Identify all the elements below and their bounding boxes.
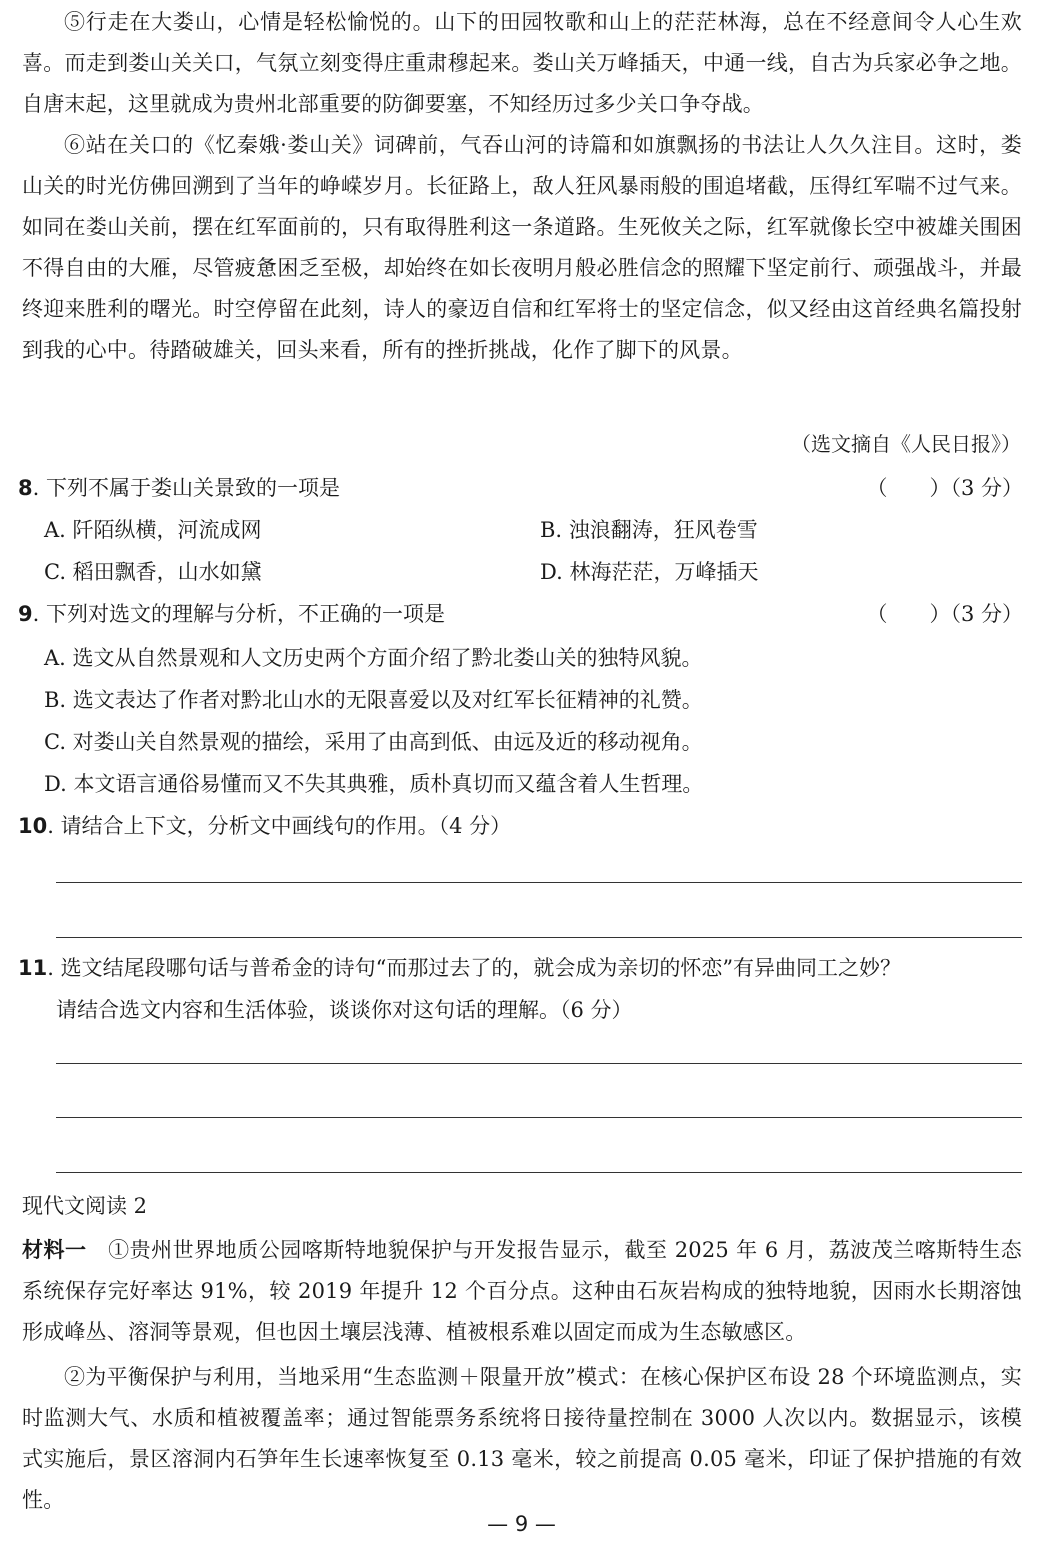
question-text: . 选文结尾段哪句话与普希金的诗句“而那过去了的，就会成为亲切的怀恋”有异曲同工之妙？ xyxy=(47,956,902,980)
option-b[interactable]: B. 浊浪翻涛，狂风卷雪 xyxy=(540,518,758,542)
question-11-text-line2: 请结合选文内容和生活体验，谈谈你对这句话的理解。（6 分） xyxy=(56,998,633,1022)
material-label: 材料一 xyxy=(22,1238,87,1262)
page-number: — 9 — xyxy=(487,1512,556,1536)
answer-line[interactable] xyxy=(56,1063,1022,1064)
answer-line[interactable] xyxy=(56,1117,1022,1118)
question-number: 8 xyxy=(18,476,33,500)
passage-paragraph-6: ⑥站在关口的《忆秦娥·娄山关》词碑前，气吞山河的诗篇和如旗飘扬的书法让人久久注目。这时，娄山关的时光仿佛回溯到了当年的峥嵘岁月。长征路上，敌人狂风暴雨般的围追堵截，压得红军喘不过气来。如同在娄山关前，摆在红军面前的，只有取得胜利这一条道路。生死攸关之际，红军就像长空中被雄关围困不得自由的大雁，尽管疲惫困乏至极，却始终在如长夜明月般必胜信念的照耀下坚定前行、顽强战斗，并最终迎来胜利的曙光。时空停留在此刻，诗人的豪迈自信和红军将士的坚定信念，似又经由这首经典名篇投射到我的心中。待踏破雄关，回头来看，所有的挫折挑战，化作了脚下的风景。 xyxy=(22,133,1022,362)
question-number: 10 xyxy=(18,814,48,838)
answer-line[interactable] xyxy=(56,882,1022,883)
question-number: 9 xyxy=(18,602,33,626)
answer-line[interactable] xyxy=(56,937,1022,938)
option-d[interactable]: D. 林海茫茫，万峰插天 xyxy=(540,560,759,584)
answer-line[interactable] xyxy=(56,1172,1022,1173)
question-11 xyxy=(18,948,1023,989)
material-1-text: ①贵州世界地质公园喀斯特地貌保护与开发报告显示，截至 2025 年 6 月，荔波茂兰喀斯特生态系统保存完好率达 91%，较 2019 年提升 12 个百分点。这种由石灰岩构成的独特地貌，因雨水长期溶蚀形成峰丛、溶洞等景观，但也因土壤层浅薄、植被根系难以固定而成为生态敏感区。 xyxy=(22,1238,1023,1344)
option-b[interactable]: B. 选文表达了作者对黔北山水的无限喜爱以及对红军长征精神的礼赞。 xyxy=(44,688,703,712)
section-heading: 现代文阅读 2 xyxy=(22,1194,148,1218)
question-text: . 下列不属于娄山关景致的一项是 xyxy=(32,476,340,500)
passage-paragraph-5: ⑤行走在大娄山，心情是轻松愉悦的。山下的田园牧歌和山上的茫茫林海，总在不经意间令人心生欢喜。而走到娄山关关口，气氛立刻变得庄重肃穆起来。娄山关万峰插天，中通一线，自古为兵家必争之地。自唐末起，这里就成为贵州北部重要的防御要塞，不知经历过多少关口争夺战。 xyxy=(22,10,1022,116)
option-a[interactable]: A. 阡陌纵横，河流成网 xyxy=(44,518,262,542)
question-text: . 请结合上下文，分析文中画线句的作用。（4 分） xyxy=(47,814,512,838)
question-8 xyxy=(18,468,1023,509)
question-10 xyxy=(18,806,1023,847)
material-1-paragraph-1 xyxy=(22,1230,1022,1353)
question-9 xyxy=(18,594,1023,635)
option-c[interactable]: C. 对娄山关自然景观的描绘，采用了由高到低、由远及近的移动视角。 xyxy=(44,730,703,754)
question-number: 11 xyxy=(18,956,48,980)
answer-blank-score[interactable]: （ ）（3 分） xyxy=(866,602,1023,626)
passage-source: （选文摘自《人民日报》） xyxy=(791,432,1021,456)
option-c[interactable]: C. 稻田飘香，山水如黛 xyxy=(44,560,262,584)
material-1-paragraph-2: ②为平衡保护与利用，当地采用“生态监测＋限量开放”模式：在核心保护区布设 28 个环境监测点，实时监测大气、水质和植被覆盖率；通过智能票务系统将日接待量控制在 3000 人次以内。数据显示，该模式实施后，景区溶洞内石笋年生长速率恢复至 0.13 毫米，较之前提高 0.05 毫米，印证了保护措施的有效性。 xyxy=(22,1365,1022,1512)
option-d[interactable]: D. 本文语言通俗易懂而又不失其典雅，质朴真切而又蕴含着人生哲理。 xyxy=(44,772,704,796)
answer-blank-score[interactable]: （ ）（3 分） xyxy=(866,476,1023,500)
question-text: . 下列对选文的理解与分析，不正确的一项是 xyxy=(32,602,445,626)
option-a[interactable]: A. 选文从自然景观和人文历史两个方面介绍了黔北娄山关的独特风貌。 xyxy=(44,646,703,670)
